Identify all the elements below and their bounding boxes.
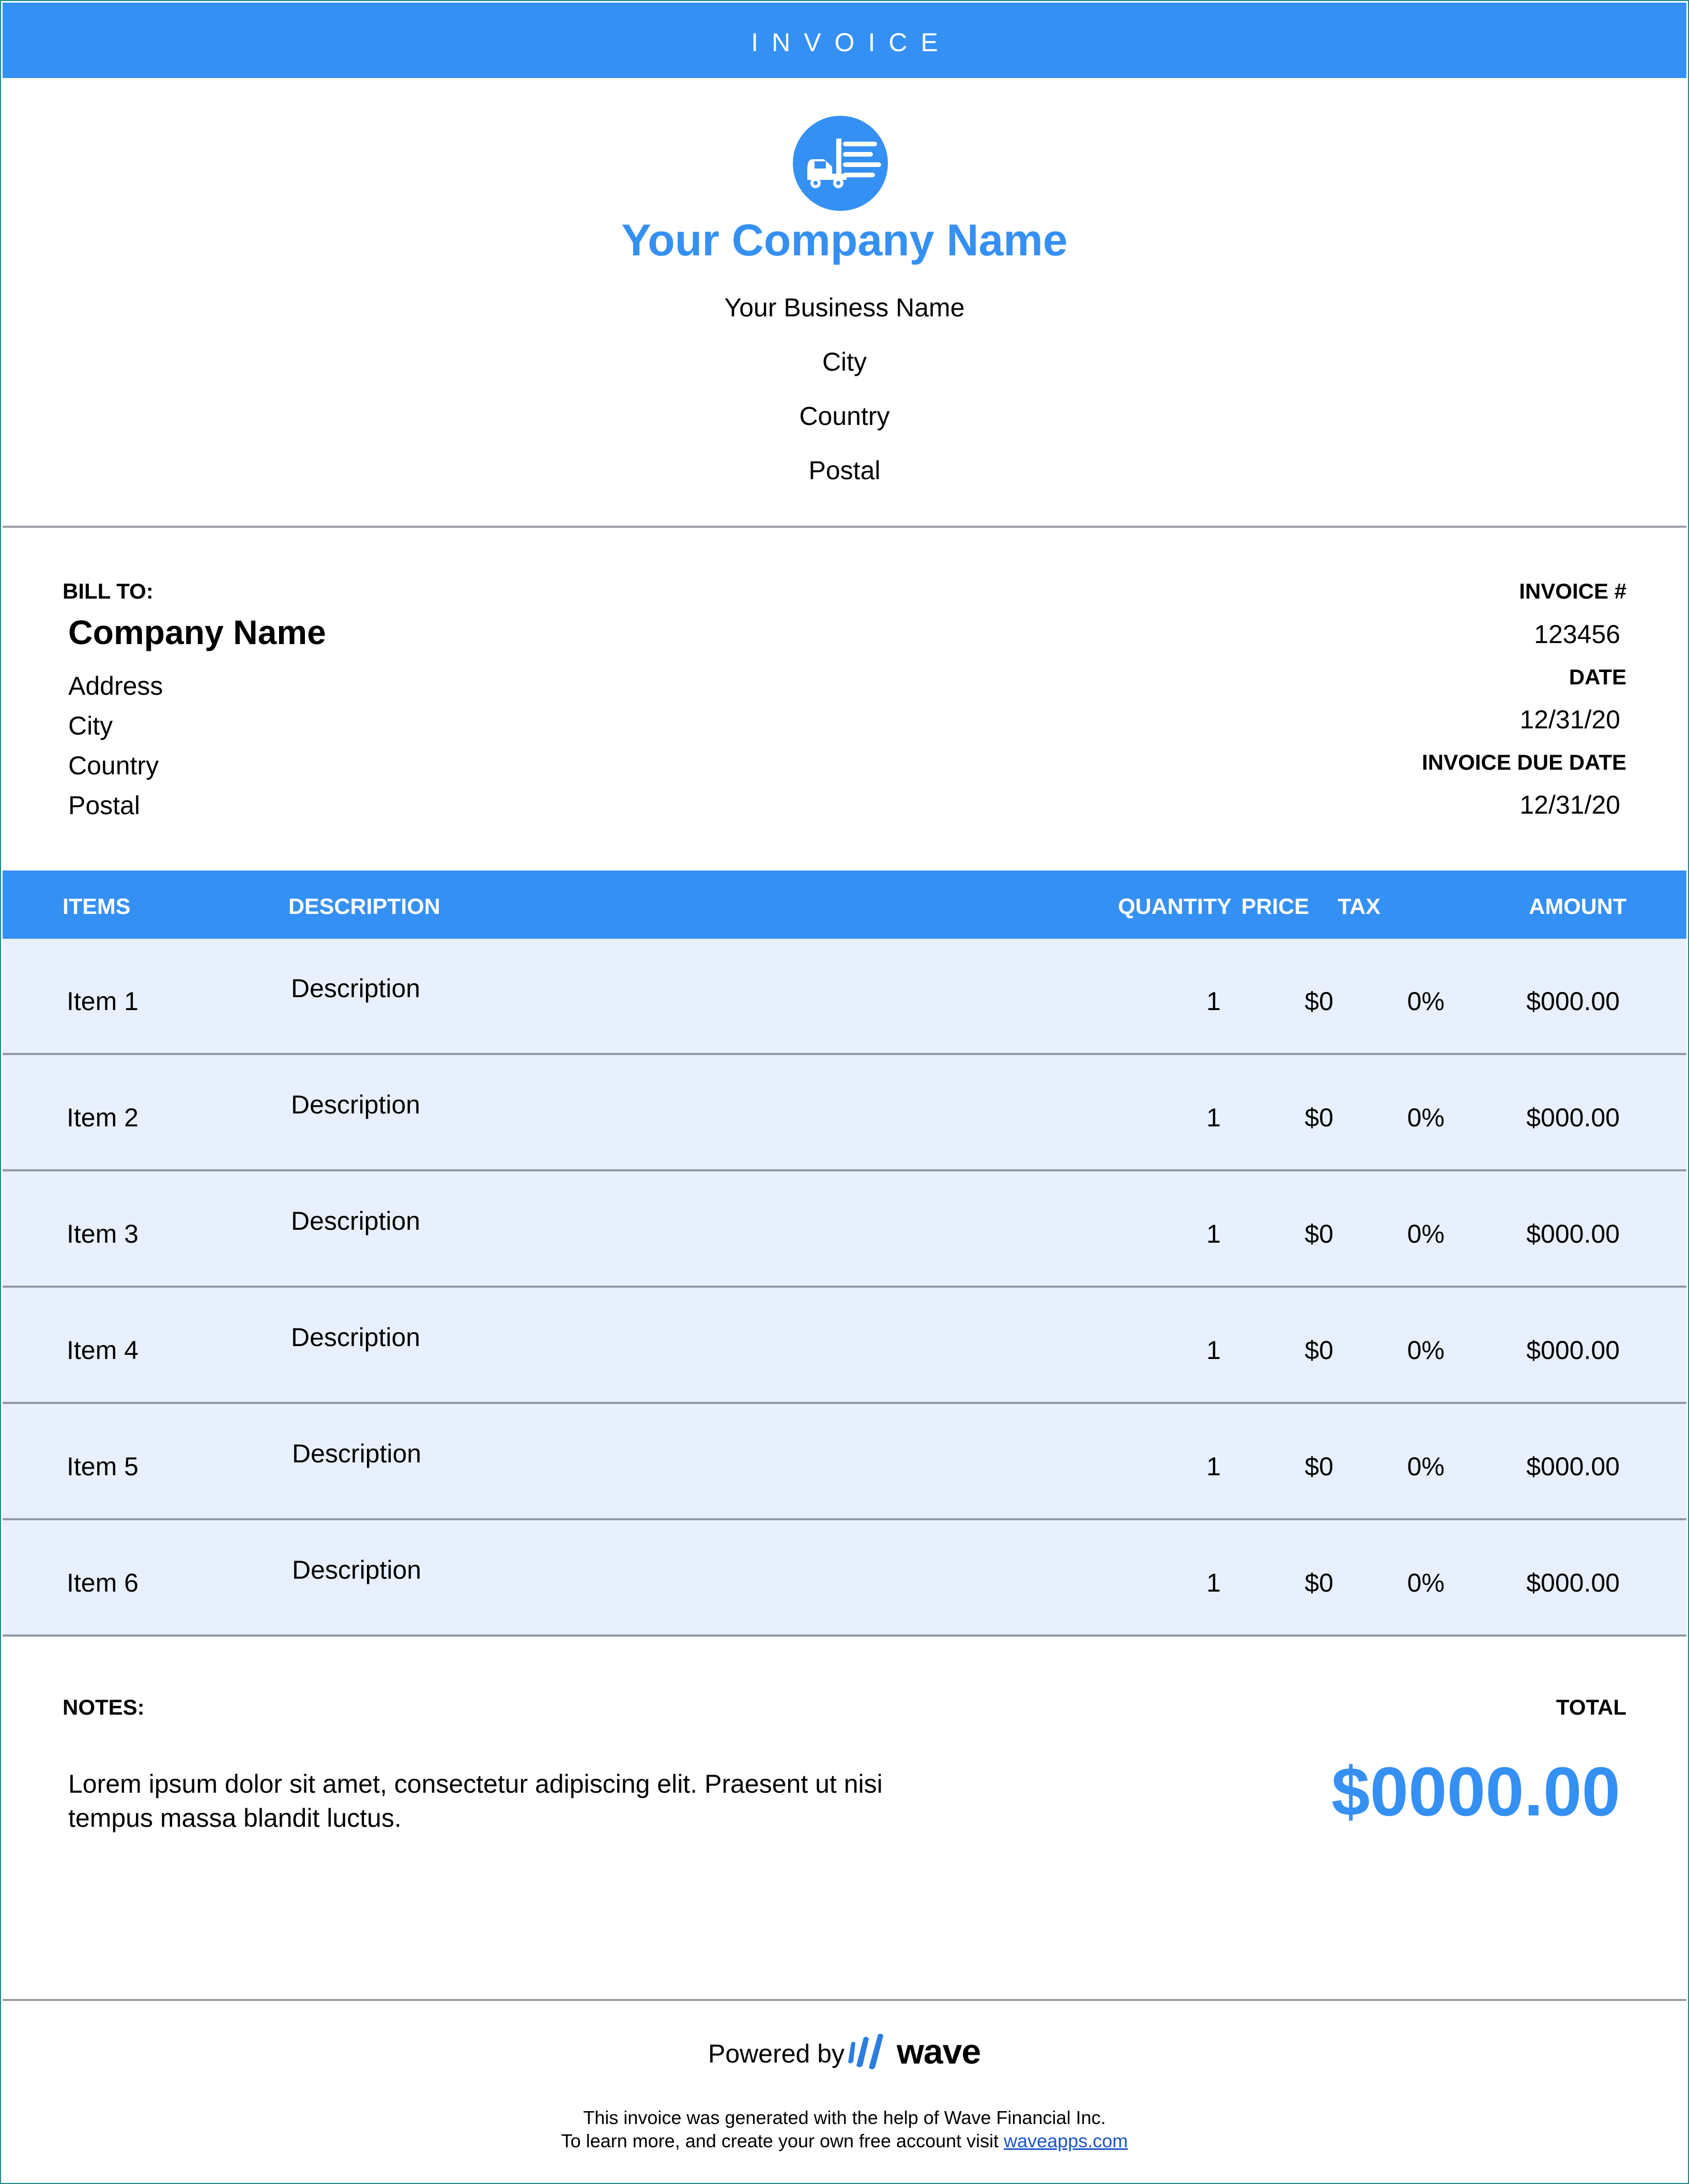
row-price: $0 [1304, 987, 1333, 1016]
row-tax: 0% [1407, 1452, 1445, 1481]
row-price: $0 [1304, 1568, 1333, 1597]
row-tax: 0% [1407, 987, 1445, 1016]
row-tax: 0% [1407, 1219, 1445, 1248]
row-amount: $000.00 [1526, 1336, 1620, 1365]
row-amount: $000.00 [1526, 1452, 1620, 1481]
notes-label: NOTES: [63, 1695, 145, 1719]
bill-to-postal: Postal [68, 791, 140, 820]
col-amount: AMOUNT [1529, 894, 1626, 919]
seller-postal: Postal [808, 456, 881, 485]
invoice-number-label: INVOICE # [1519, 579, 1626, 603]
row-tax: 0% [1407, 1336, 1445, 1365]
divider [3, 526, 1686, 528]
bill-to-label: BILL TO: [63, 579, 153, 603]
row-amount: $000.00 [1526, 987, 1620, 1016]
table-row [3, 1404, 1686, 1520]
row-quantity: 1 [1206, 1568, 1221, 1597]
truck-icon [793, 116, 888, 211]
footer-line-1: This invoice was generated with the help of Wave Financial Inc. [583, 2107, 1106, 2128]
row-quantity: 1 [1206, 987, 1221, 1016]
row-item: Item 5 [67, 1452, 139, 1481]
seller-company-name: Your Company Name [621, 216, 1068, 265]
row-description: Description [292, 1555, 422, 1584]
row-quantity: 1 [1206, 1103, 1221, 1132]
seller-country: Country [799, 402, 890, 431]
bill-to-country: Country [68, 751, 159, 780]
row-quantity: 1 [1206, 1452, 1221, 1481]
bill-to-city: City [68, 711, 113, 740]
table-row [3, 1520, 1686, 1637]
row-amount: $000.00 [1526, 1219, 1620, 1248]
row-tax: 0% [1407, 1103, 1445, 1132]
invoice-number: 123456 [1534, 620, 1620, 649]
col-description: DESCRIPTION [288, 894, 440, 919]
row-description: Description [291, 1090, 421, 1119]
table-row [3, 1055, 1686, 1171]
seller-business-name: Your Business Name [724, 293, 965, 322]
row-description: Description [291, 1323, 421, 1352]
waveapps-link[interactable]: waveapps.com [1004, 2130, 1128, 2151]
total-amount: $0000.00 [1331, 1753, 1620, 1830]
invoice-date: 12/31/20 [1519, 705, 1620, 734]
table-row [3, 1171, 1686, 1288]
invoice-due-date-label: INVOICE DUE DATE [1422, 750, 1626, 774]
invoice-date-label: DATE [1569, 665, 1626, 689]
col-tax: TAX [1338, 894, 1380, 919]
powered-by-label: Powered by [708, 2039, 845, 2068]
row-item: Item 6 [67, 1568, 139, 1597]
bill-to-address: Address [68, 671, 163, 700]
notes-text: Lorem ipsum dolor sit amet, consectetur adipiscing elit. Praesent ut nisi tempus massa blandit luctus. [68, 1769, 883, 1832]
divider [3, 1999, 1686, 2001]
wave-logo-icon [844, 2033, 892, 2073]
row-tax: 0% [1407, 1568, 1445, 1597]
row-item: Item 2 [67, 1103, 139, 1132]
row-price: $0 [1304, 1336, 1333, 1365]
row-price: $0 [1304, 1219, 1333, 1248]
total-label: TOTAL [1556, 1695, 1626, 1719]
row-description: Description [291, 1206, 421, 1235]
col-quantity: QUANTITY [1118, 894, 1232, 919]
row-item: Item 3 [67, 1219, 139, 1248]
table-row [3, 1288, 1686, 1404]
table-row [3, 939, 1686, 1055]
row-quantity: 1 [1206, 1219, 1221, 1248]
row-item: Item 1 [67, 987, 139, 1016]
row-item: Item 4 [67, 1336, 139, 1365]
bill-to-company-name: Company Name [68, 613, 326, 651]
invoice-due-date: 12/31/20 [1519, 790, 1620, 819]
footer-line-2 [0, 2130, 1689, 2152]
wave-brand-name: wave [897, 2032, 981, 2071]
row-description: Description [292, 1439, 422, 1468]
seller-city: City [822, 347, 867, 376]
invoice-header-bar [3, 3, 1686, 78]
row-description: Description [291, 974, 421, 1003]
row-price: $0 [1304, 1452, 1333, 1481]
row-amount: $000.00 [1526, 1103, 1620, 1132]
row-quantity: 1 [1206, 1336, 1221, 1365]
items-table-header [3, 870, 1686, 939]
row-amount: $000.00 [1526, 1568, 1620, 1597]
footer-line-2-text: To learn more, and create your own free account visit [561, 2130, 999, 2151]
row-price: $0 [1304, 1103, 1333, 1132]
col-price: PRICE [1241, 894, 1309, 919]
invoice-title: INVOICE [751, 28, 951, 57]
col-items: ITEMS [63, 894, 131, 919]
